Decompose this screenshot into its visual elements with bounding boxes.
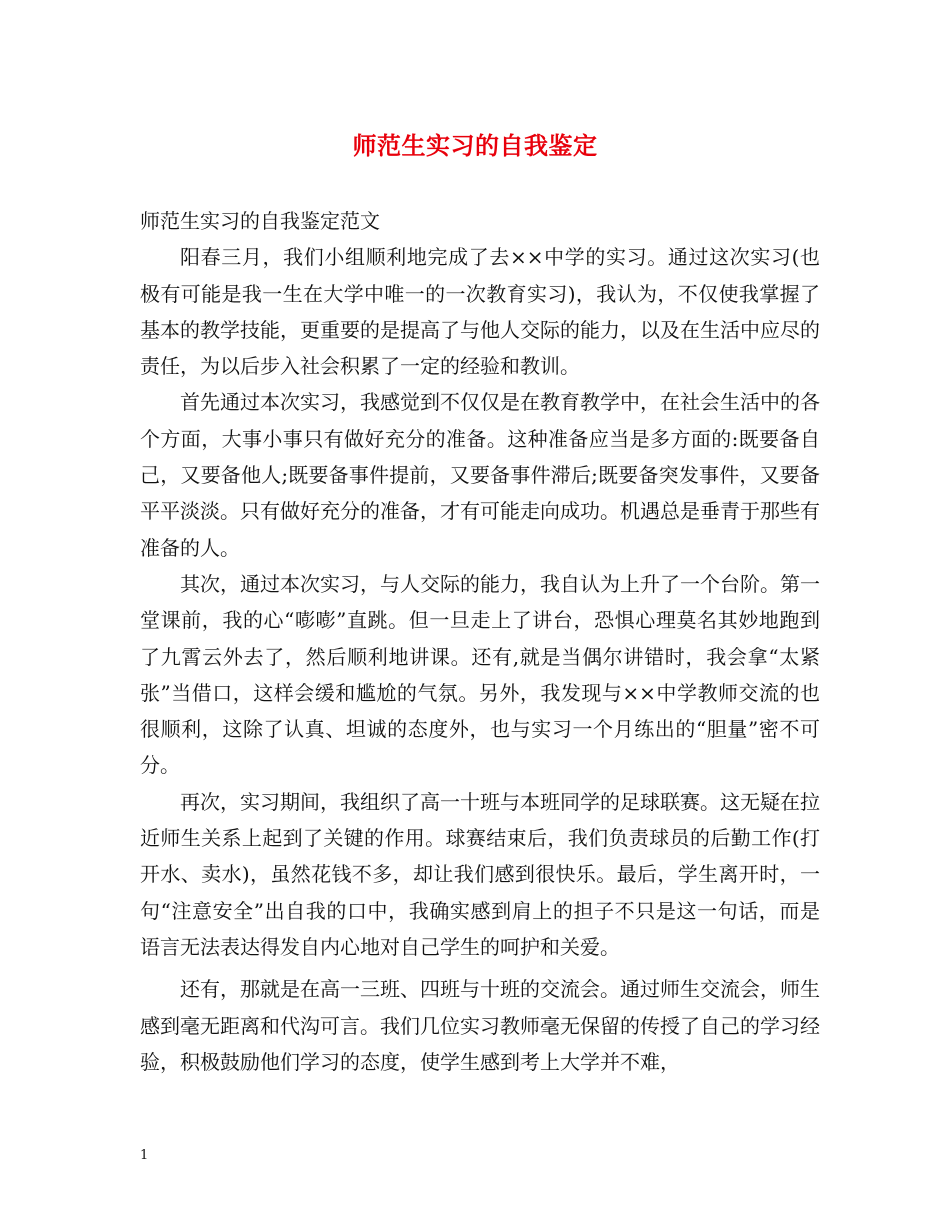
page-number: 1 [140,1148,149,1163]
paragraph-1: 阳春三月，我们小组顺利地完成了去××中学的实习。通过这次实习(也极有可能是我一生在大学中唯一的一次教育实习)，我认为，不仅使我掌握了基本的教学技能，更重要的是提高了与他人交际的能力，以及在生活中应尽的责任，为以后步入社会积累了一定的经验和教训。 [140,245,820,379]
page-title: 师范生实习的自我鉴定 [352,131,598,160]
paragraph-5: 还有，那就是在高一三班、四班与十班的交流会。通过师生交流会，师生感到毫无距离和代沟可言。我们几位实习教师毫无保留的传授了自己的学习经验，积极鼓励他们学习的态度，使学生感到考上大学并不难， [140,977,820,1074]
document-subtitle: 师范生实习的自我鉴定范文 [140,209,380,233]
paragraph-4: 再次，实习期间，我组织了高一十班与本班同学的足球联赛。这无疑在拉近师生关系上起到了关键的作用。球赛结束后，我们负责球员的后勤工作(打开水、卖水)，虽然花钱不多，却让我们感到很快乐。最后，学生离开时，一句“注意安全”出自我的口中，我确实感到肩上的担子不只是这一句话，而是语言无法表达得发自内心地对自己学生的呵护和关爱。 [140,789,820,959]
document-body [140,203,820,1080]
paragraph-2: 首先通过本次实习，我感觉到不仅仅是在教育教学中，在社会生活中的各个方面，大事小事只有做好充分的准备。这种准备应当是多方面的:既要备自己，又要备他人;既要备事件提前，又要备事件滞后;既要备突发事件，又要备平平淡淡。只有做好充分的准备，才有可能走向成功。机遇总是垂青于那些有准备的人。 [140,390,820,560]
paragraph-3: 其次，通过本次实习，与人交际的能力，我自认为上升了一个台阶。第一堂课前，我的心“嘭嘭”直跳。但一旦走上了讲台，恐惧心理莫名其妙地跑到了九霄云外去了，然后顺利地讲课。还有,就是当偶尔讲错时，我会拿“太紧张”当借口，这样会缓和尴尬的气氛。另外，我发现与××中学教师交流的也很顺利，这除了认真、坦诚的态度外，也与实习一个月练出的“胆量”密不可分。 [140,571,820,778]
